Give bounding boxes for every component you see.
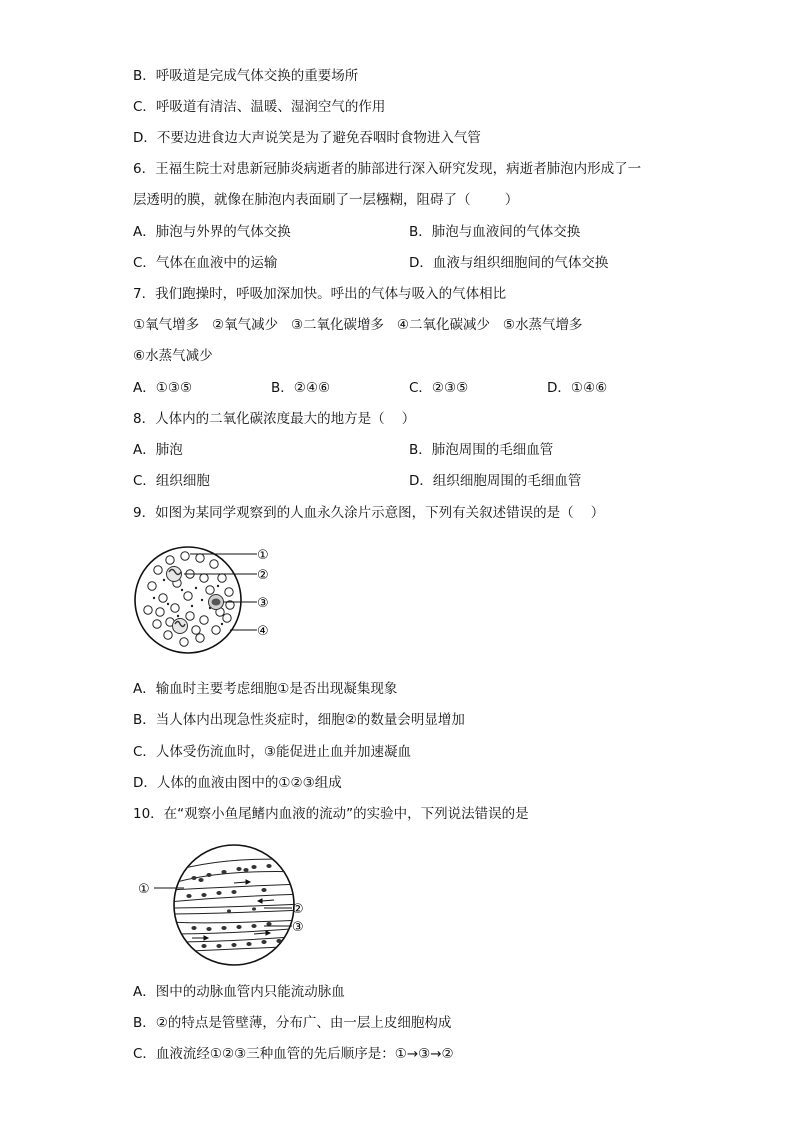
figure-label-3: ③ (292, 920, 304, 935)
q6-stem-line1: 6．王福生院士对患新冠肺炎病逝者的肺部进行深入研究发现，病逝者肺泡内形成了一 (133, 161, 642, 177)
figure-labels (257, 548, 269, 639)
figure-label-1: ① (257, 548, 269, 563)
q8-option-a: A．肺泡 (133, 442, 183, 458)
q6-option-c: C．气体在血液中的运输 (133, 255, 278, 271)
q9-option-d: D．人体的血液由图中的①②③组成 (133, 775, 342, 791)
figure-label-2: ② (257, 568, 269, 583)
blood-smear-figure (130, 538, 280, 664)
q8-stem: 8．人体内的二氧化碳浓度最大的地方是（ ） (133, 411, 416, 427)
q9-option-b: B．当人体内出现急性炎症时，细胞②的数量会明显增加 (133, 712, 465, 728)
q7-items-line2: ⑥水蒸气减少 (133, 348, 213, 364)
figure-label-3: ③ (257, 596, 269, 611)
figure-label-4: ④ (257, 624, 269, 639)
figure-label-1: ① (138, 882, 150, 897)
q7-option-c: C．②③⑤ (409, 380, 469, 396)
figure-label-2: ② (292, 902, 304, 917)
q6-option-a: A．肺泡与外界的气体交换 (133, 224, 291, 240)
q9-stem: 9．如图为某同学观察到的人血永久涂片示意图，下列有关叙述错误的是（ ） (133, 505, 605, 521)
q5-option-d: D．不要边进食边大声说笑是为了避免吞咽时食物进入气管 (133, 130, 481, 146)
q8-option-b: B．肺泡周围的毛细血管 (409, 442, 554, 458)
q9-option-c: C．人体受伤流血时，③能促进止血并加速凝血 (133, 744, 412, 760)
q8-option-c: C．组织细胞 (133, 473, 210, 489)
q6-option-d: D．血液与组织细胞间的气体交换 (409, 255, 609, 271)
q7-option-b: B．②④⑥ (271, 380, 331, 396)
q7-option-d: D．①④⑥ (547, 380, 608, 396)
q9-option-a: A．输血时主要考虑细胞①是否出现凝集现象 (133, 681, 398, 697)
q10-option-b: B．②的特点是管壁薄，分布广、由一层上皮细胞构成 (133, 1015, 452, 1031)
q7-stem: 7．我们跑操时，呼吸加深加快。呼出的气体与吸入的气体相比 (133, 286, 507, 302)
q6-option-b: B．肺泡与血液间的气体交换 (409, 224, 581, 240)
q10-option-a: A．图中的动脉血管内只能流动脉血 (133, 984, 345, 1000)
q10-option-c: C．血液流经①②③三种血管的先后顺序是：①→③→② (133, 1046, 454, 1062)
q6-stem-line2: 层透明的膜，就像在肺泡内表面刷了一层糨糊，阻碍了（ ） (133, 192, 519, 208)
q5-option-c: C．呼吸道有清洁、温暖、湿润空气的作用 (133, 99, 386, 115)
q10-stem: 10．在“观察小鱼尾鳍内血液的流动”的实验中，下列说法错误的是 (133, 806, 529, 822)
fish-tail-vessels-figure (134, 842, 314, 972)
q5-option-b: B．呼吸道是完成气体交换的重要场所 (133, 68, 359, 84)
q8-option-d: D．组织细胞周围的毛细血管 (409, 473, 582, 489)
q7-items-line1: ①氧气增多 ②氧气减少 ③二氧化碳增多 ④二氧化碳减少 ⑤水蒸气增多 (133, 317, 583, 333)
q7-option-a: A．①③⑤ (133, 380, 193, 396)
